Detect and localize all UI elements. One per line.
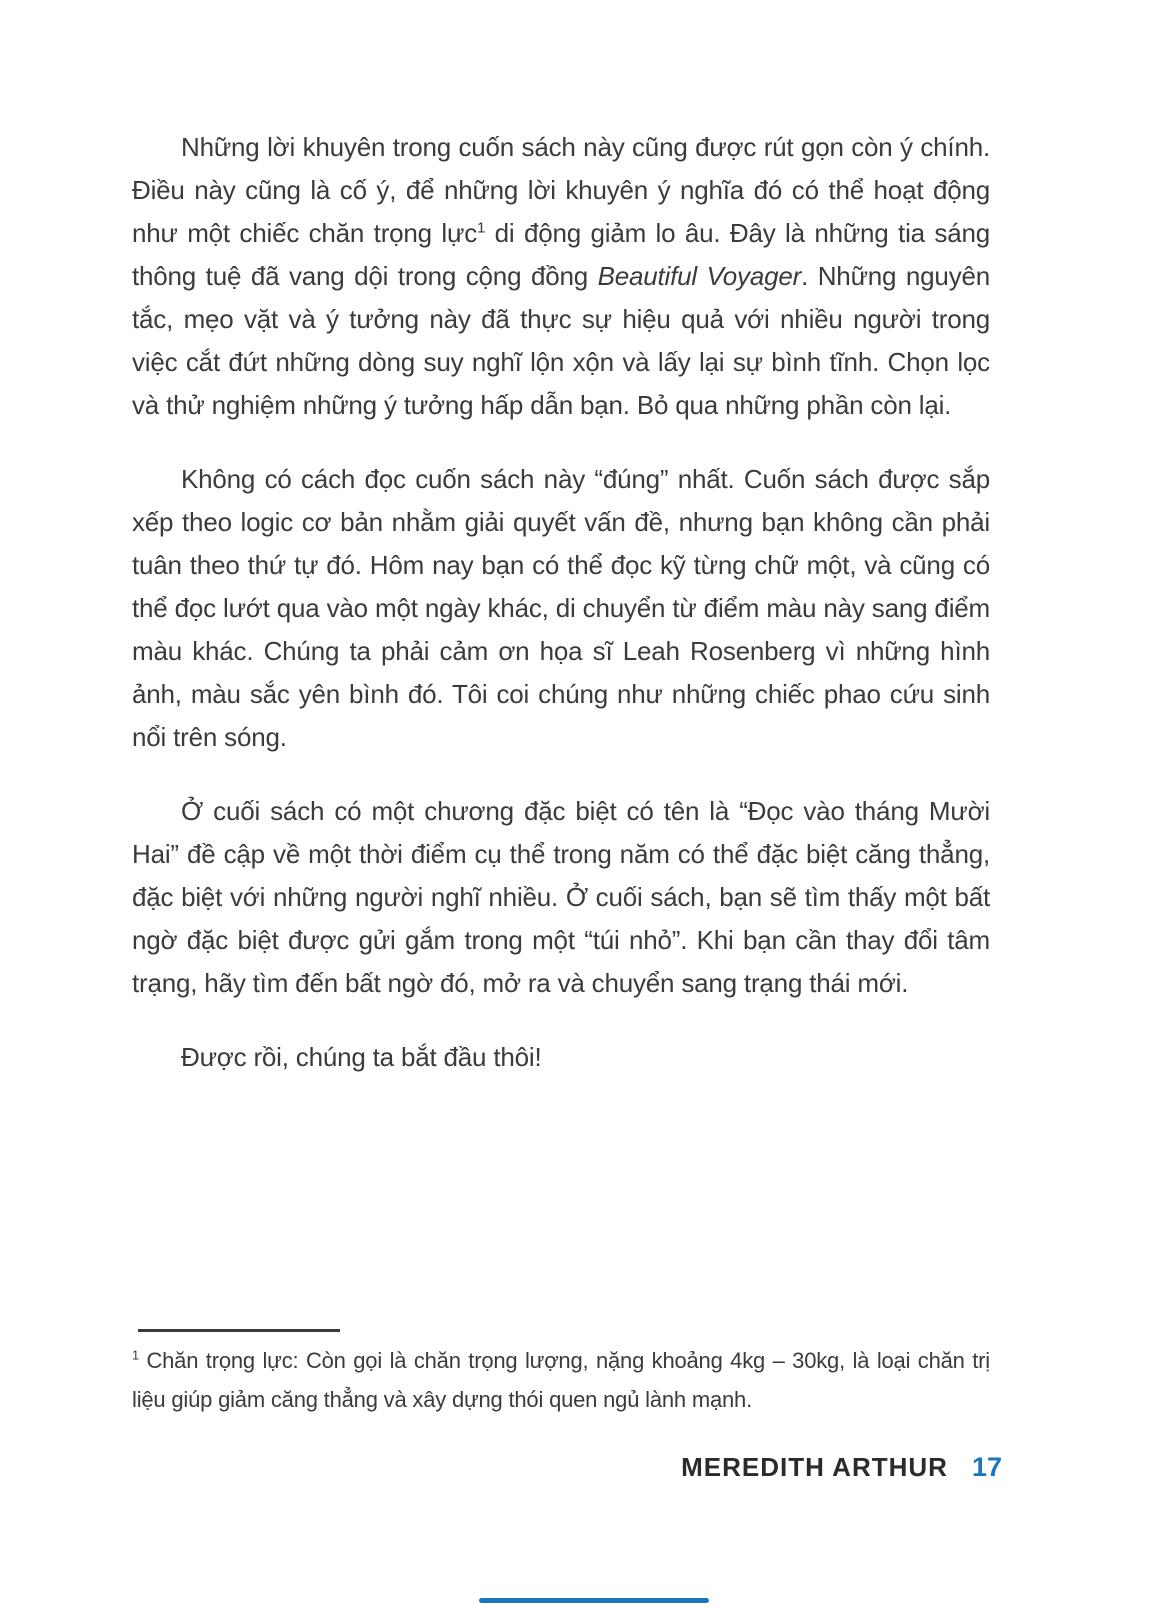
paragraph [132, 1036, 990, 1079]
paragraph [132, 126, 990, 427]
text-segment: Ở cuối sách có một chương đặc biệt có tên là “Đọc vào tháng Mười Hai” đề cập về một thời điểm cụ thể trong năm có thể đặc biệt căng thẳng, đặc biệt với những người nghĩ nhiều. Ở cuối sách, bạn sẽ tìm thấy một bất ngờ đặc biệt được gửi gắm trong một “túi nhỏ”. Khi bạn cần thay đổi tâm trạng, hãy tìm đến bất ngờ đó, mở ra và chuyển sang trạng thái mới. [132, 796, 990, 998]
page-number: 17 [971, 1452, 1002, 1482]
footnote [132, 1341, 990, 1419]
footnote-ref: 1 [477, 219, 486, 237]
author-name: MEREDITH ARTHUR [681, 1452, 948, 1482]
text-segment: di động giảm lo âu. Đây là những tia sáng thông tuệ đã vang dội trong cộng đồng [132, 218, 990, 291]
footnote-separator [138, 1329, 340, 1332]
text-segment: Những lời khuyên trong cuốn sách này cũng được rút gọn còn ý chính. Điều này cũng là cố ý, để những lời khuyên ý nghĩa đó có thể hoạt động như một chiếc chăn trọng lực [132, 132, 990, 248]
page-footer [681, 1452, 1002, 1483]
italic-text: Beautiful Voyager [597, 261, 802, 291]
footnote-ref: 1 [132, 1347, 139, 1363]
text-segment: Được rồi, chúng ta bắt đầu thôi! [181, 1042, 542, 1072]
text-segment: . Những nguyên tắc, mẹo vặt và ý tưởng này đã thực sự hiệu quả với nhiều người trong việc cắt đứt những dòng suy nghĩ lộn xộn và lấy lại sự bình tĩnh. Chọn lọc và thử nghiệm những ý tưởng hấp dẫn bạn. Bỏ qua những phần còn lại. [132, 261, 991, 420]
page-body [132, 126, 990, 1110]
paragraph-list [132, 126, 990, 1079]
text-segment: Không có cách đọc cuốn sách này “đúng” nhất. Cuốn sách được sắp xếp theo logic cơ bản nhằm giải quyết vấn đề, nhưng bạn không cần phải tuân theo thứ tự đó. Hôm nay bạn có thể đọc kỹ từng chữ một, và cũng có thể đọc lướt qua vào một ngày khác, di chuyển từ điểm màu này sang điểm màu khác. Chúng ta phải cảm ơn họa sĩ Leah Rosenberg vì những hình ảnh, màu sắc yên bình đó. Tôi coi chúng như những chiếc phao cứu sinh nổi trên sóng. [132, 464, 990, 752]
paragraph [132, 458, 990, 759]
bottom-accent-bar [479, 1598, 709, 1603]
text-segment: Chăn trọng lực: Còn gọi là chăn trọng lượng, nặng khoảng 4kg – 30kg, là loại chăn trị liệu giúp giảm căng thẳng và xây dựng thói quen ngủ lành mạnh. [132, 1348, 990, 1412]
paragraph [132, 790, 990, 1005]
